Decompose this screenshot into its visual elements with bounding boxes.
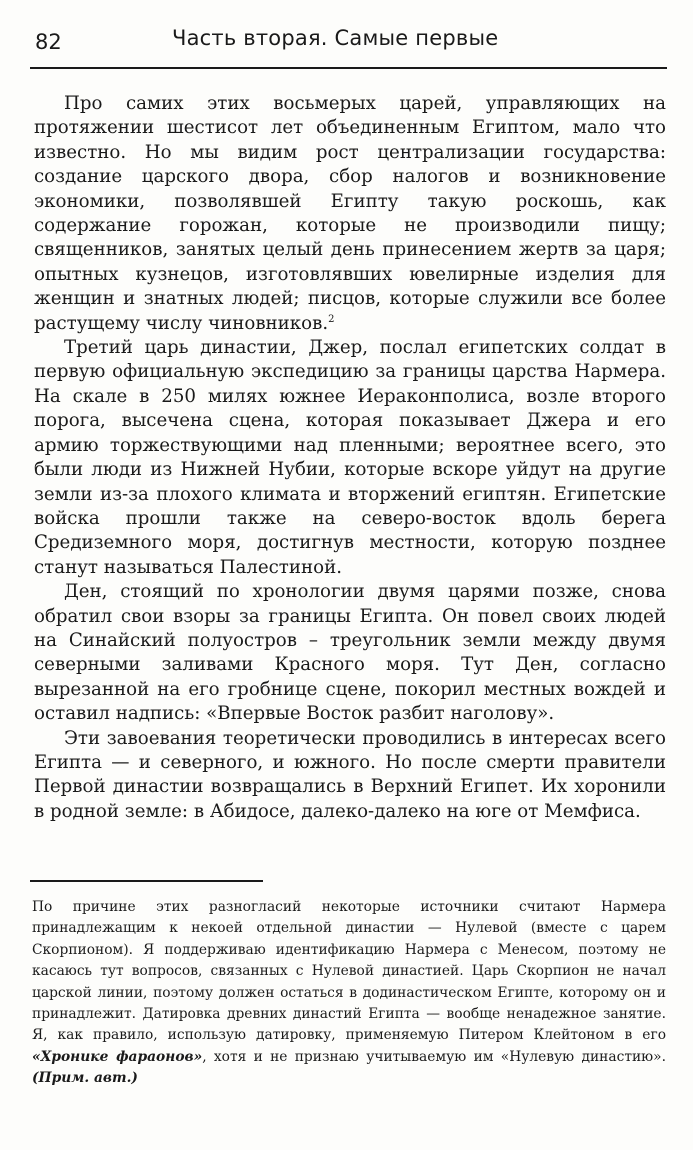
footnote-text-after: , хотя и не признаю учитываемую им «Нулевую династию».	[202, 1048, 666, 1065]
paragraph-text: Про самих этих восьмерых царей, управляющих на протяжении шестисот лет объединенным Египтом, мало что известно. Но мы видим рост централизации государства: создание царского двора, сбор налогов и возникновение экономики, позволявшей Египту такую роскошь, как содержание горожан, которые не производили пищу; священников, занятых целый день принесением жертв за царя; опытных кузнецов, изготовлявших ювелирные изделия для женщин и знатных людей; писцов, которые служили все более растущему числу чиновников.	[34, 93, 666, 334]
footnote-text-before: По причине этих разногласий некоторые источники считают Нармера принадлежащим к некоей отдельной династии — Нулевой (вместе с царем Скорпионом). Я поддерживаю идентификацию Нармера с Менесом, поэтому не касаюсь тут вопросов, связанных с Нулевой династией. Царь Скорпион не начал царской линии, поэтому должен остаться в додинастическом Египте, которому он и принадлежит. Датировка древних династий Египта — вообще ненадежное занятие. Я, как правило, использую датировку, применяемую Питером Клейтоном в его	[32, 899, 666, 1044]
footnote-rule	[30, 880, 263, 882]
footnote-paragraph	[32, 897, 666, 1090]
paragraph: Ден, стоящий по хронологии двумя царями позже, снова обратил свои взоры за границы Египта. Он повел своих людей на Синайский полуостров – треугольник земли между двумя северными заливами Красного моря. Тут Ден, согласно вырезанной на его гробнице сцене, покорил местных вождей и оставил надпись: «Впервые Восток разбит наголову».	[34, 581, 666, 725]
page-number: 82	[35, 30, 62, 54]
main-text	[34, 92, 666, 824]
paragraph: Третий царь династии, Джер, послал египетских солдат в первую официальную экспедицию за границы царства Нармера. На скале в 250 милях южнее Иераконполиса, возле второго порога, высечена сцена, которая показывает Джера и его армию торжествующими над пленными; вероятнее всего, это были люди из Нижней Нубии, которые вскоре уйдут на другие земли из-за плохого климата и вторжений египтян. Египетские войска прошли также на северо-восток вдоль берега Средиземного моря, достигнув местности, которую позднее станут называться Палестиной.	[34, 337, 666, 578]
paragraph	[34, 92, 666, 336]
header-rule	[30, 67, 667, 69]
page-header	[30, 26, 667, 62]
footnote-author-note: (Прим. авт.)	[32, 1070, 138, 1087]
footnote-ref: 2	[328, 313, 335, 325]
paragraph: Эти завоевания теоретически проводились в интересах всего Египта — и северного, и южного. Но после смерти правители Первой династии возвращались в Верхний Египет. Их хоронили в родной земле: в Абидосе, далеко-далеко на юге от Мемфиса.	[34, 727, 666, 822]
footnote-book-title: «Хронике фараонов»	[32, 1048, 203, 1065]
running-head: Часть вторая. Самые первые	[172, 26, 499, 50]
footnote	[32, 897, 666, 1090]
